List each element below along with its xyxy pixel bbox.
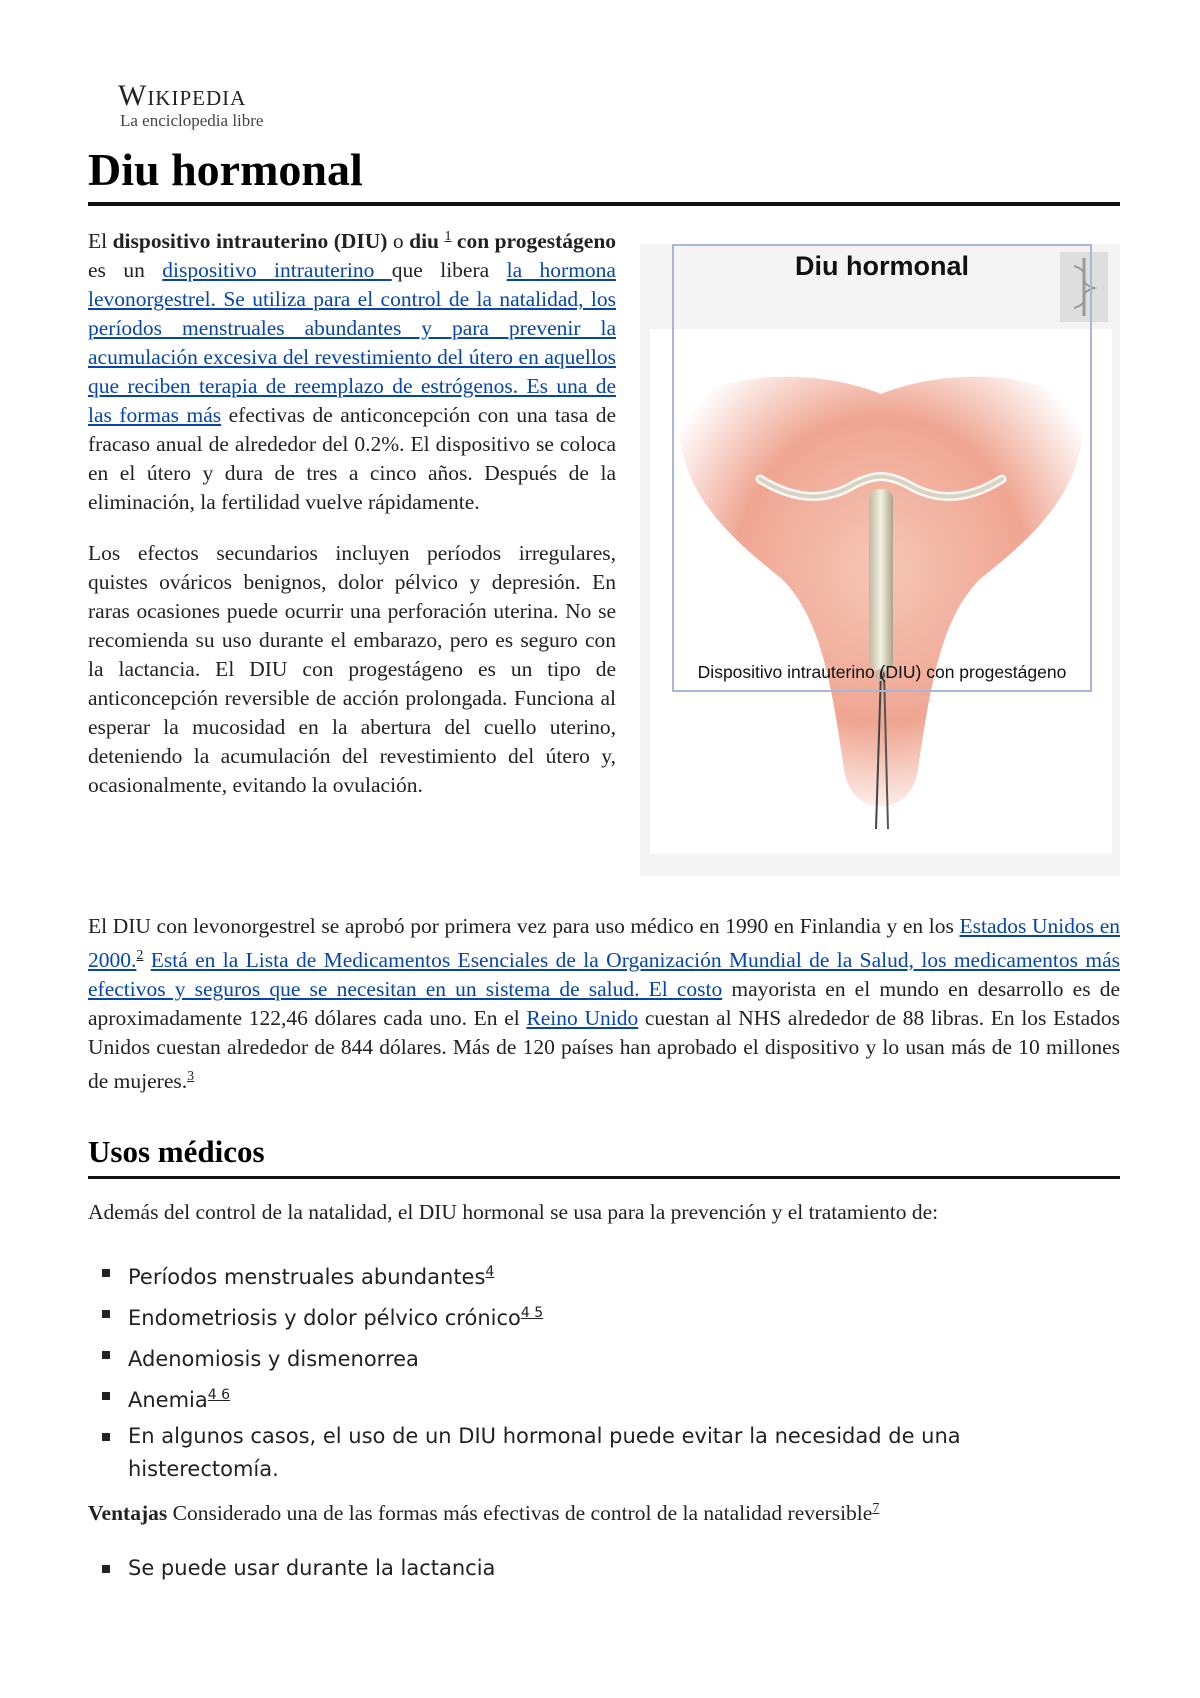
list-item: Se puede usar durante la lactancia bbox=[100, 1554, 1060, 1582]
page-title: Diu hormonal bbox=[88, 140, 1120, 206]
item-text: En algunos casos, el uso de un DIU hormonal puede evitar la necesidad de una histerectomía. bbox=[128, 1424, 961, 1481]
reference[interactable]: 4 5 bbox=[520, 1305, 544, 1321]
item-text: Anemia bbox=[128, 1388, 208, 1412]
item-text: Adenomiosis y dismenorrea bbox=[128, 1347, 419, 1371]
ventajas-label: Ventajas bbox=[88, 1501, 168, 1525]
ventajas-paragraph bbox=[88, 1494, 1120, 1528]
text: El bbox=[88, 229, 113, 253]
text: que libera bbox=[391, 258, 507, 282]
infobox-title: Diu hormonal bbox=[795, 251, 969, 281]
text: es un bbox=[88, 258, 163, 282]
link-reino-unido[interactable]: Reino Unido bbox=[526, 1006, 639, 1030]
ventajas-list bbox=[100, 1554, 1060, 1590]
reference[interactable]: 4 bbox=[485, 1264, 495, 1280]
history-paragraph bbox=[88, 912, 1120, 1096]
list-item bbox=[100, 1258, 1060, 1291]
bold-term: diu bbox=[409, 229, 439, 253]
list-item bbox=[100, 1422, 1060, 1483]
text: efectivas de anticoncepción con una tasa de fracaso anual de alrededor del 0.2%. El dispositivo se coloca en el útero y dura de tres a cinco años. Después de la eliminación, la fertilidad vuelve rápidamente. bbox=[88, 403, 617, 514]
list-item bbox=[100, 1299, 1060, 1332]
reference-3[interactable]: 3 bbox=[187, 1069, 195, 1084]
logo-wordmark: Wikipedia bbox=[118, 79, 247, 112]
link-dispositivo-intrauterino[interactable]: dispositivo intrauterino bbox=[162, 258, 392, 282]
item-text: Períodos menstruales abundantes bbox=[128, 1265, 486, 1289]
text: o bbox=[387, 229, 410, 253]
section-heading-usos: Usos médicos bbox=[88, 1130, 1120, 1179]
link-lista-medicamentos[interactable]: Está en la Lista de Medicamentos Esenciales de la Organización Mundial de la Salud, los medicamentos más efectivos y seguros que se necesitan en un sistema de salud. El costo bbox=[88, 948, 1120, 1001]
link-levonorgestrel[interactable]: la hormona levonorgestrel. Se utiliza para el control de la natalidad, los períodos menstruales abundantes y para prevenir la acumulación excesiva del revestimiento del útero en aquellos que reciben terapia de reemplazo de estrógenos. Es una de las formas más bbox=[88, 258, 616, 427]
reference-1[interactable]: 1 bbox=[444, 229, 452, 244]
wikipedia-logo[interactable] bbox=[118, 80, 318, 130]
list-item bbox=[100, 1340, 1060, 1373]
bold-term: dispositivo intrauterino (DIU) bbox=[112, 229, 388, 253]
infobox-frame bbox=[672, 244, 1092, 692]
infobox bbox=[640, 244, 1120, 876]
text: El DIU con levonorgestrel se aprobó por primera vez para uso médico en 1990 en Finlandia y en los bbox=[88, 914, 960, 938]
reference-2[interactable]: 2 bbox=[136, 948, 144, 963]
text: mayorista en el mundo en desarrollo es de aproximadamente 122,46 dólares cada uno. En el bbox=[88, 977, 1120, 1030]
text: Considerado una de las formas más efectivas de control de la natalidad reversible bbox=[167, 1501, 873, 1525]
text: cuestan al NHS alrededor de 88 libras. En los Estados Unidos cuestan alrededor de 844 dólares. Más de 120 países han aprobado el dispositivo y lo usan más de 10 millones de mujeres. bbox=[88, 1006, 1120, 1093]
usos-intro: Además del control de la natalidad, el DIU hormonal se usa para la prevención y el tratamiento de: bbox=[88, 1200, 939, 1224]
infobox-caption: Dispositivo intrauterino (DIU) con progestágeno bbox=[697, 662, 1067, 682]
bold-term: con progestágeno bbox=[456, 229, 617, 253]
reference[interactable]: 4 6 bbox=[207, 1387, 231, 1403]
link-estados-unidos[interactable]: Estados Unidos en 2000. bbox=[88, 914, 1121, 972]
reference-7[interactable]: 7 bbox=[872, 1501, 880, 1516]
logo-tagline: La enciclopedia libre bbox=[120, 111, 264, 130]
list-item bbox=[100, 1381, 1060, 1414]
item-text: Endometriosis y dolor pélvico crónico bbox=[128, 1306, 521, 1330]
usos-list bbox=[100, 1258, 1060, 1491]
lead-paragraph-2: Los efectos secundarios incluyen períodos irregulares, quistes ováricos benignos, dolor pélvico y depresión. En raras ocasiones puede ocurrir una perforación uterina. No se recomienda su uso durante el embarazo, pero es seguro con la lactancia. El DIU con progestágeno es un tipo de anticoncepción reversible de acción prolongada. Funciona al esperar la mucosidad en la abertura del cuello uterino, deteniendo la acumulación del revestimiento del útero y, ocasionalmente, evitando la ovulación. bbox=[88, 541, 616, 797]
lead-section bbox=[88, 222, 616, 822]
lead-paragraph-1 bbox=[88, 222, 616, 517]
